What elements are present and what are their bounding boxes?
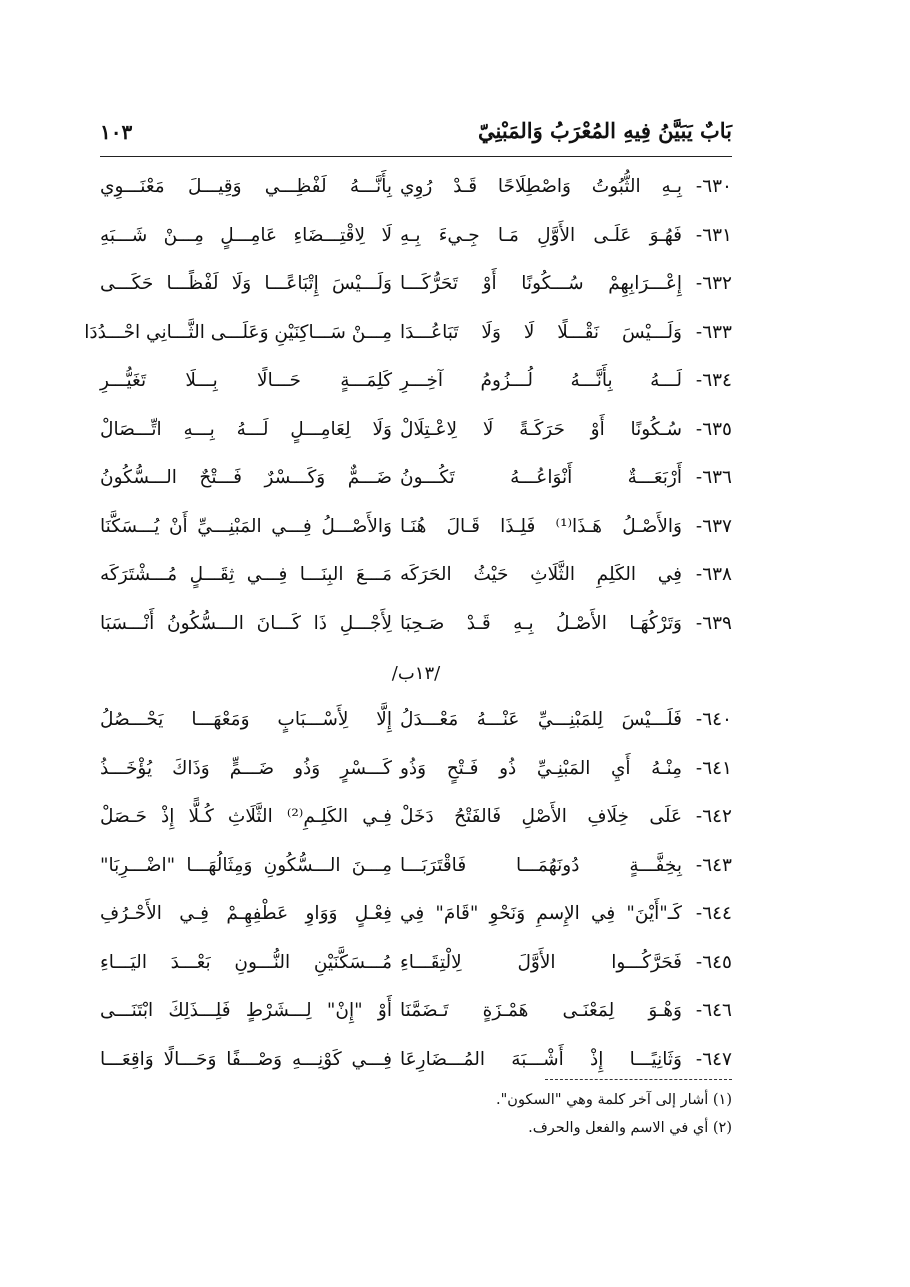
verse-line bbox=[100, 895, 732, 944]
verse-line bbox=[100, 944, 732, 993]
verse-line bbox=[100, 847, 732, 896]
verse-line bbox=[100, 605, 732, 654]
verse-number: ٦٣٣- bbox=[695, 321, 732, 343]
second-hemistich: ضَـــمٌّ وَكَـــسْرٌ فَـــتْحٌ الـــسُّكُونُ bbox=[100, 467, 392, 488]
second-hemistich: كَـــسْرٍ وَذُو ضَـــمٍّ وَذَاكَ يُؤْخَـــذُ bbox=[100, 757, 392, 779]
first-hemistich: وَلَـــيْسَ نَقْـــلًا لَا وَلَا تَبَاعُـــدَا bbox=[400, 321, 682, 343]
verse-number: ٦٤١- bbox=[695, 757, 732, 779]
chapter-title: بَابٌ يَبَيَّنُ فِيهِ المُعْرَبُ وَالمَبْنِيّ bbox=[478, 118, 732, 143]
verse-number: ٦٤٦- bbox=[695, 1000, 732, 1021]
second-hemistich: مَـــعَ البِنَـــا فِـــي ثِقَـــلٍ مُـــشْتَرَكَه bbox=[100, 564, 392, 585]
footnote-1: (١) أشار إلى آخر كلمة وهي "السكون". bbox=[496, 1092, 732, 1108]
verse-number: ٦٣٠- bbox=[695, 176, 732, 197]
page-number: ١٠٣ bbox=[100, 120, 133, 144]
first-hemistich: وَالأَصْـلُ هَـذَا⁽¹⁾ فَلِـذَا قَـالَ هُنَـا bbox=[400, 515, 682, 537]
page-header bbox=[100, 116, 732, 157]
verse-line bbox=[100, 992, 732, 1041]
first-hemistich: فَلَـــيْسَ لِلمَبْنِـــيِّ عَنْـــهُ مَعْـــدَلُ bbox=[400, 709, 682, 730]
folio-marker-row bbox=[100, 653, 732, 701]
first-hemistich: فَحَرَّكُـــوا الأَوَّلَ لِالْتِقَـــاءِ bbox=[400, 951, 682, 973]
verse-group-b bbox=[100, 701, 732, 1089]
first-hemistich: وَثَانِيًـــا إِذْ أَشْـــبَهَ المُـــضَارِعَا bbox=[400, 1048, 682, 1070]
second-hemistich: وَلَا لِعَامِـــلٍ لَـــهُ بِـــهِ اتِّـــصَالْ bbox=[100, 418, 392, 440]
first-hemistich: إِعْـــرَابِهِمْ سُـــكُونًا أَوْ تَحَرُّكَـــا bbox=[400, 273, 682, 294]
second-hemistich: إِلَّا لِأَسْـــبَابٍ وَمَعْهَـــا يَحْـــصُلُ bbox=[100, 709, 392, 730]
first-hemistich: لَـــهُ بِأَنَّـــهُ لُـــزُومُ آخِـــرِ bbox=[400, 370, 682, 391]
first-hemistich: فَهُـوَ عَلَـى الأَوَّلِ مَـا جِـيءَ بِـهِ bbox=[400, 224, 682, 246]
verse-number: ٦٣٥- bbox=[695, 418, 732, 440]
first-hemistich: سُـكُونًا أَوْ حَرَكَـةً لَا لِاعْـتِلَالْ bbox=[400, 418, 682, 440]
folio-marker: /١٣ب/ bbox=[391, 663, 441, 684]
second-hemistich: أَوْ "إِنْ" لِـــشَرْطٍ فَلِـــذَلِكَ ابْتَنَـــى bbox=[100, 1000, 392, 1021]
second-hemistich: مِـــنَ الـــسُّكُونِ وَمِثَالُهَـــا "اضْـــرِبَا" bbox=[100, 854, 392, 876]
verse-line bbox=[100, 701, 732, 750]
second-hemistich: وَالأَصْـــلُ فِـــي المَبْنِـــيِّ أَنْ يُـــسَكَّنَا bbox=[100, 515, 392, 537]
verse-number: ٦٤٠- bbox=[695, 709, 732, 730]
first-hemistich: أَرْبَعَـــةٌ أَنْوَاعُـــهُ تَكُـــونُ bbox=[400, 467, 682, 488]
first-hemistich: كَـ"أَيْنَ" فِي الإِسمِ وَنَحْوِ "قَامَ" فِي bbox=[400, 903, 682, 924]
second-hemistich: مُـــسَكَّنَيْنِ النُّـــونِ بَعْـــدَ اليَـــاءِ bbox=[100, 951, 392, 973]
verse-line bbox=[100, 362, 732, 411]
verse-number: ٦٣٤- bbox=[695, 370, 732, 391]
second-hemistich: مِـــنْ سَـــاكِنَيْنِ وَعَلَـــى الثَّـــانِي احْـــدُدَا bbox=[84, 321, 392, 343]
verse-line bbox=[100, 798, 732, 847]
first-hemistich: عَلَى خِلَافِ الأَصْلِ فَالفَتْحُ دَخَلْ bbox=[400, 806, 682, 827]
second-hemistich: لَا لِاقْتِـــضَاءِ عَامِـــلٍ مِـــنْ شَـــبَهِ bbox=[100, 224, 392, 246]
verse-line bbox=[100, 459, 732, 508]
second-hemistich: فِعْـلٍ وَوَاوِ عَطْفِهِـمْ فِـي الأَحْـرُفِ bbox=[100, 903, 392, 924]
verse-line bbox=[100, 411, 732, 460]
second-hemistich: فِـــي كَوْنِـــهِ وَصْـــفًا وَحَـــالًا وَاقِعَـــا bbox=[100, 1048, 392, 1070]
verse-number: ٦٤٣- bbox=[695, 854, 732, 876]
verse-line bbox=[100, 508, 732, 557]
poem-verses bbox=[84, 168, 732, 1089]
second-hemistich: فِـي الكَلِـمِ⁽²⁾ الثَّلَاثِ كُـلًّا إِذْ حَـصَلْ bbox=[100, 806, 392, 827]
verse-number: ٦٤٧- bbox=[695, 1048, 732, 1070]
verse-group-a bbox=[84, 168, 732, 653]
verse-number: ٦٣٨- bbox=[695, 564, 732, 585]
verse-line bbox=[100, 1041, 732, 1090]
verse-line bbox=[100, 217, 732, 266]
verse-number: ٦٣٧- bbox=[695, 515, 732, 537]
verse-line bbox=[100, 265, 732, 314]
verse-number: ٦٣٦- bbox=[695, 467, 732, 488]
first-hemistich: مِنْـهُ أَيِ المَبْنِـيِّ ذُو فَـتْحٍ وَذُو bbox=[400, 757, 682, 779]
verse-number: ٦٤٢- bbox=[695, 806, 732, 827]
verse-number: ٦٤٤- bbox=[695, 903, 732, 924]
verse-number: ٦٣٢- bbox=[695, 273, 732, 294]
second-hemistich: بِأَنَّـــهُ لَفْظِـــي وَقِيـــلَ مَعْنَـــوِي bbox=[100, 176, 392, 197]
second-hemistich: كَلِمَـــةٍ حَـــالًا بِـــلَا تَغَيُّـــرِ bbox=[100, 370, 392, 391]
second-hemistich: لِأَجْـــلِ ذَا كَـــانَ الـــسُّكُونُ أَنْـــسَبَا bbox=[100, 612, 392, 634]
verse-line bbox=[100, 750, 732, 799]
verse-line bbox=[100, 556, 732, 605]
first-hemistich: وَهْـوَ لِمَعْنَـى هَمْـزَةٍ تَـضَمَّنَا bbox=[400, 1000, 682, 1021]
verse-number: ٦٣١- bbox=[695, 224, 732, 246]
verse-line bbox=[100, 168, 732, 217]
first-hemistich: بِخِفَّـــةٍ دُونَهُمَـــا فَاقْتَرَبَـــا bbox=[400, 854, 682, 876]
verse-line bbox=[84, 314, 732, 363]
footnote-2: (٢) أي في الاسم والفعل والحرف. bbox=[528, 1120, 732, 1136]
first-hemistich: وَتَرْكُهَـا الأَصْـلُ بِـهِ قَـدْ صَـحِبَا bbox=[400, 612, 682, 634]
second-hemistich: وَلَـــيْسَ إِتْبَاعًـــا وَلَا لَفْظًـــا حَكَـــى bbox=[100, 273, 392, 294]
first-hemistich: بِـهِ الثُّبُوتُ وَاصْطِلَاحًا قَـدْ رُوِي bbox=[400, 176, 682, 197]
first-hemistich: فِي الكَلِمِ الثَّلَاثِ حَيْثُ الحَرَكَه bbox=[400, 564, 682, 585]
verse-number: ٦٣٩- bbox=[695, 612, 732, 634]
footnote-divider bbox=[545, 1079, 732, 1080]
footnotes bbox=[496, 1092, 732, 1148]
verse-number: ٦٤٥- bbox=[695, 951, 732, 973]
